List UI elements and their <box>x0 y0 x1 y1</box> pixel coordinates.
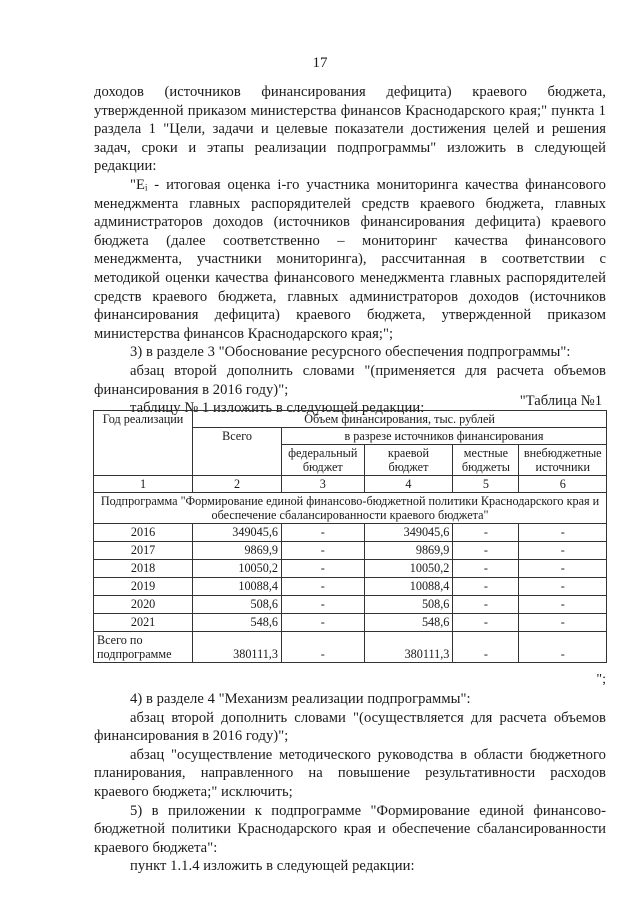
paragraph: абзац второй дополнить словами "(применяется для расчета объемов финансирования в 2016 году)"; <box>94 362 606 398</box>
table-closing: "; <box>596 672 606 687</box>
financing-table <box>93 410 607 663</box>
col-number: 4 <box>364 476 453 493</box>
cell-federal: - <box>281 578 364 596</box>
cell-local: - <box>453 578 519 596</box>
cell-local: - <box>453 596 519 614</box>
cell-extra: - <box>519 560 607 578</box>
cell-total: 380111,3 <box>193 632 282 663</box>
header-regional: краевой бюджет <box>364 445 453 476</box>
col-number: 3 <box>281 476 364 493</box>
page-number: 17 <box>312 55 328 71</box>
cell-federal: - <box>281 560 364 578</box>
cell-year: 2016 <box>94 524 193 542</box>
table-row <box>94 542 607 560</box>
cell-local: - <box>453 542 519 560</box>
paragraph: "Eᵢ - итоговая оценка i-го участника мониторинга качества финансового менеджмента главных распорядителей средств краевого бюджета, главных администраторов доходов (источников финансирования дефицита) краевого бюджета (далее соответственно – мониторинг качества финансового менеджмента, участники мониторинга), рассчитанная в соответствии с методикой оценки качества финансового менеджмента главных распорядителей средств краевого бюджета, главных администраторов доходов (источников финансирования дефицита) краевого бюджета, утвержденной приказом министерства финансов Краснодарского края;"; <box>94 176 606 342</box>
cell-extra: - <box>519 596 607 614</box>
cell-local: - <box>453 632 519 663</box>
header-year: Год реализации <box>94 411 193 476</box>
cell-regional: 508,6 <box>364 596 453 614</box>
header-total: Всего <box>193 428 282 476</box>
cell-regional: 10050,2 <box>364 560 453 578</box>
subprogram-title: Подпрограмма "Формирование единой финансово-бюджетной политики Краснодарского края и обеспечение сбалансированности краевого бюджета" <box>94 493 607 524</box>
paragraph: 3) в разделе 3 "Обоснование ресурсного обеспечения подпрограммы": <box>130 344 571 361</box>
cell-year: 2018 <box>94 560 193 578</box>
cell-extra: - <box>519 524 607 542</box>
cell-year: 2020 <box>94 596 193 614</box>
cell-year: 2019 <box>94 578 193 596</box>
cell-extra: - <box>519 542 607 560</box>
table-row <box>94 614 607 632</box>
cell-total: 10050,2 <box>193 560 282 578</box>
cell-regional: 349045,6 <box>364 524 453 542</box>
cell-extra: - <box>519 614 607 632</box>
cell-total: 548,6 <box>193 614 282 632</box>
cell-total: 9869,9 <box>193 542 282 560</box>
cell-local: - <box>453 560 519 578</box>
header-volume: Объем финансирования, тыс. рублей <box>193 411 607 428</box>
col-number: 5 <box>453 476 519 493</box>
header-extra: внебюджетные источники <box>519 445 607 476</box>
col-number: 1 <box>94 476 193 493</box>
cell-regional: 548,6 <box>364 614 453 632</box>
table-row <box>94 560 607 578</box>
paragraph: абзац второй дополнить словами "(осуществляется для расчета объемов финансирования в 2016 году)"; <box>94 709 606 745</box>
cell-regional: 9869,9 <box>364 542 453 560</box>
paragraph: абзац "осуществление методического руководства в области бюджетного планирования, направленного на повышение результативности расходов краевого бюджета;" исключить; <box>94 746 606 800</box>
cell-federal: - <box>281 596 364 614</box>
cell-year: Всего по подпрограмме <box>94 632 193 663</box>
cell-extra: - <box>519 578 607 596</box>
cell-local: - <box>453 614 519 632</box>
cell-total: 508,6 <box>193 596 282 614</box>
cell-total: 10088,4 <box>193 578 282 596</box>
table-row <box>94 578 607 596</box>
column-number-row <box>94 476 607 493</box>
table-row <box>94 524 607 542</box>
header-breakdown: в разрезе источников финансирования <box>281 428 606 445</box>
table-caption: "Таблица №1 <box>519 393 602 409</box>
paragraph: пункт 1.1.4 изложить в следующей редакции: <box>130 858 415 875</box>
cell-regional: 10088,4 <box>364 578 453 596</box>
cell-federal: - <box>281 614 364 632</box>
cell-total: 349045,6 <box>193 524 282 542</box>
col-number: 2 <box>193 476 282 493</box>
paragraph: 4) в разделе 4 "Механизм реализации подпрограммы": <box>130 691 471 707</box>
bottom-text-block <box>94 690 606 876</box>
top-text-block <box>94 83 606 418</box>
cell-regional: 380111,3 <box>364 632 453 663</box>
header-federal: федеральный бюджет <box>281 445 364 476</box>
cell-federal: - <box>281 632 364 663</box>
paragraph: таблицу № 1 изложить в следующей редакции: <box>130 400 425 417</box>
cell-federal: - <box>281 524 364 542</box>
cell-local: - <box>453 524 519 542</box>
cell-year: 2021 <box>94 614 193 632</box>
paragraph: 5) в приложении к подпрограмме "Формирование единой финансово-бюджетной политики Краснодарского края и обеспечение сбалансированности краевого бюджета": <box>94 802 606 856</box>
total-row <box>94 632 607 663</box>
col-number: 6 <box>519 476 607 493</box>
cell-federal: - <box>281 542 364 560</box>
header-local: местные бюджеты <box>453 445 519 476</box>
paragraph: доходов (источников финансирования дефицита) краевого бюджета, утвержденной приказом министерства финансов Краснодарского края;" пункта 1 раздела 1 "Цели, задачи и целевые показатели достижения целей и решения задач, сроки и этапы реализации подпрограммы" изложить в следующей редакции: <box>94 84 606 175</box>
cell-extra: - <box>519 632 607 663</box>
cell-year: 2017 <box>94 542 193 560</box>
table-row <box>94 596 607 614</box>
